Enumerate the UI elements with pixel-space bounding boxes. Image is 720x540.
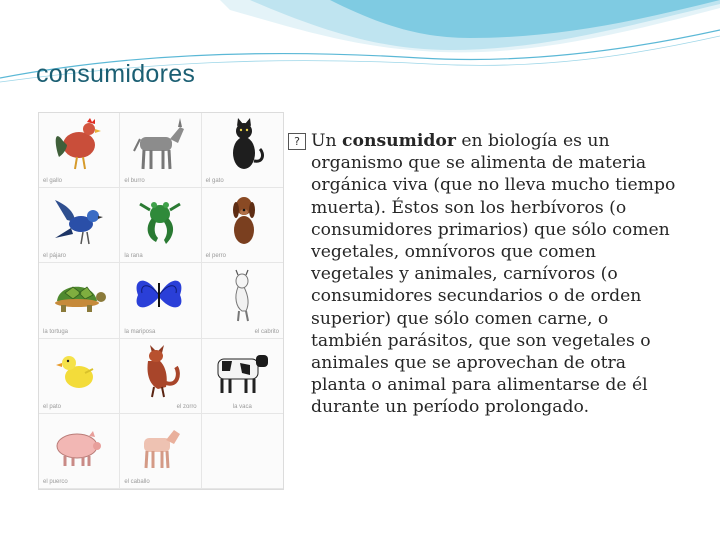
caption-pig: el puerco [43, 478, 68, 485]
slide-title: consumidores [36, 60, 196, 88]
grid-cell-pig [39, 414, 120, 489]
frog-icon [126, 192, 192, 248]
caption-cat: el gato [205, 178, 224, 185]
grid-cell-fox [120, 339, 201, 414]
donkey-icon [126, 117, 192, 173]
animal-picture-grid [38, 112, 284, 490]
paragraph-bold-term: consumidor [342, 131, 456, 151]
caption-donkey: el burro [124, 178, 145, 185]
grid-cell-calf [120, 414, 201, 489]
turtle-icon [45, 267, 111, 323]
caption-goat: el cabrito [254, 328, 279, 335]
grid-cell-empty [202, 414, 283, 489]
grid-cell-dog [202, 188, 283, 263]
calf-icon [126, 418, 192, 474]
rooster-icon [45, 117, 111, 173]
paragraph-lead: Un [311, 131, 343, 151]
grid-cell-rooster [39, 113, 120, 188]
caption-dog: el perro [205, 253, 226, 260]
grid-cell-butterfly [120, 263, 201, 338]
caption-cow: la vaca [232, 403, 252, 410]
caption-butterfly: la mariposa [124, 328, 156, 335]
paragraph-body: en biología es un organismo que se alimenta de materia orgánica viva (que no lleva mucho tiempo muerta). Éstos son los herbívoros (o consumidores primarios) que sólo comen vegetales, omnívoros que comen vegetales y animales, carnívoros (o consumidores secundarios o de orden superior) que sólo comen carne, o también parásitos, que son vegetales o animales que se aprovechan de otra planta o animal para alimentarse de él durante un período prolongado. [311, 131, 676, 418]
caption-calf: el caballo [124, 478, 150, 485]
grid-cell-frog [120, 188, 201, 263]
duckling-icon [45, 343, 111, 399]
cow-icon [208, 343, 274, 399]
caption-fox: el zorro [176, 403, 197, 410]
grid-cell-donkey [120, 113, 201, 188]
pig-icon [45, 418, 111, 474]
grid-cell-cat [202, 113, 283, 188]
caption-bird: el pájaro [43, 253, 67, 260]
grid-cell-bird [39, 188, 120, 263]
bird-icon [45, 192, 111, 248]
paragraph-text [311, 131, 675, 417]
bullet-paragraph [288, 130, 678, 419]
caption-rooster: el gallo [43, 178, 63, 185]
content-area [288, 130, 678, 419]
goat-icon [208, 267, 274, 323]
caption-duckling: el pato [43, 403, 62, 410]
dog-icon [208, 192, 274, 248]
grid-cell-goat [202, 263, 283, 338]
butterfly-icon [126, 267, 192, 323]
grid-cell-cow [202, 339, 283, 414]
cat-icon [208, 117, 274, 173]
caption-frog: la rana [124, 253, 143, 260]
bullet-symbol-icon: ? [288, 133, 306, 150]
grid-cell-duckling [39, 339, 120, 414]
fox-icon [126, 343, 192, 399]
caption-turtle: la tortuga [43, 328, 69, 335]
grid-cell-turtle [39, 263, 120, 338]
